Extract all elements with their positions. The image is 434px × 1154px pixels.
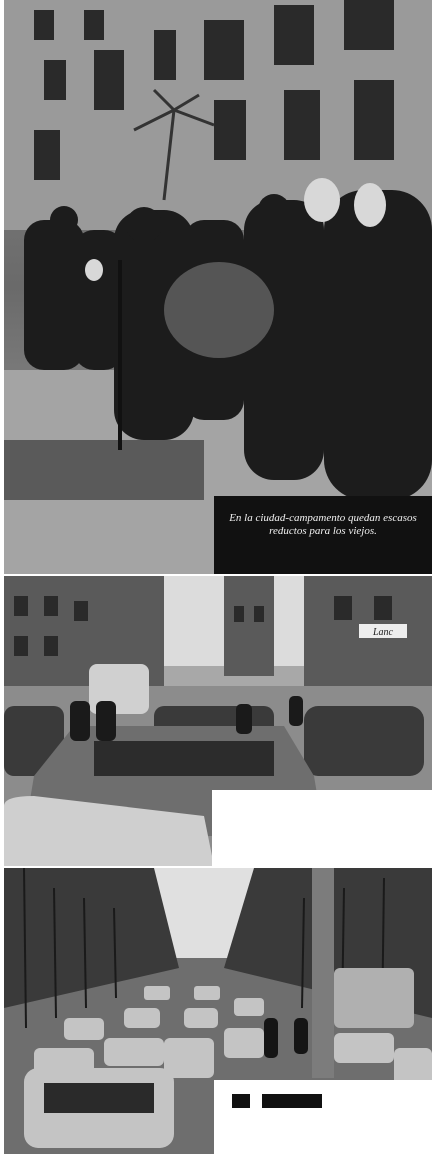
redaction-bar	[232, 1094, 250, 1108]
photo-caption	[214, 496, 432, 574]
blank-cutout	[212, 790, 434, 866]
caption-text: En la ciudad-campamento quedan escasos reductos para los viejos.	[229, 512, 417, 537]
blank-cutout-bottom	[214, 1080, 434, 1154]
shop-sign-text: Lanc	[373, 627, 393, 638]
redaction-bar	[262, 1094, 322, 1108]
photo-elderly-bench	[4, 0, 432, 574]
